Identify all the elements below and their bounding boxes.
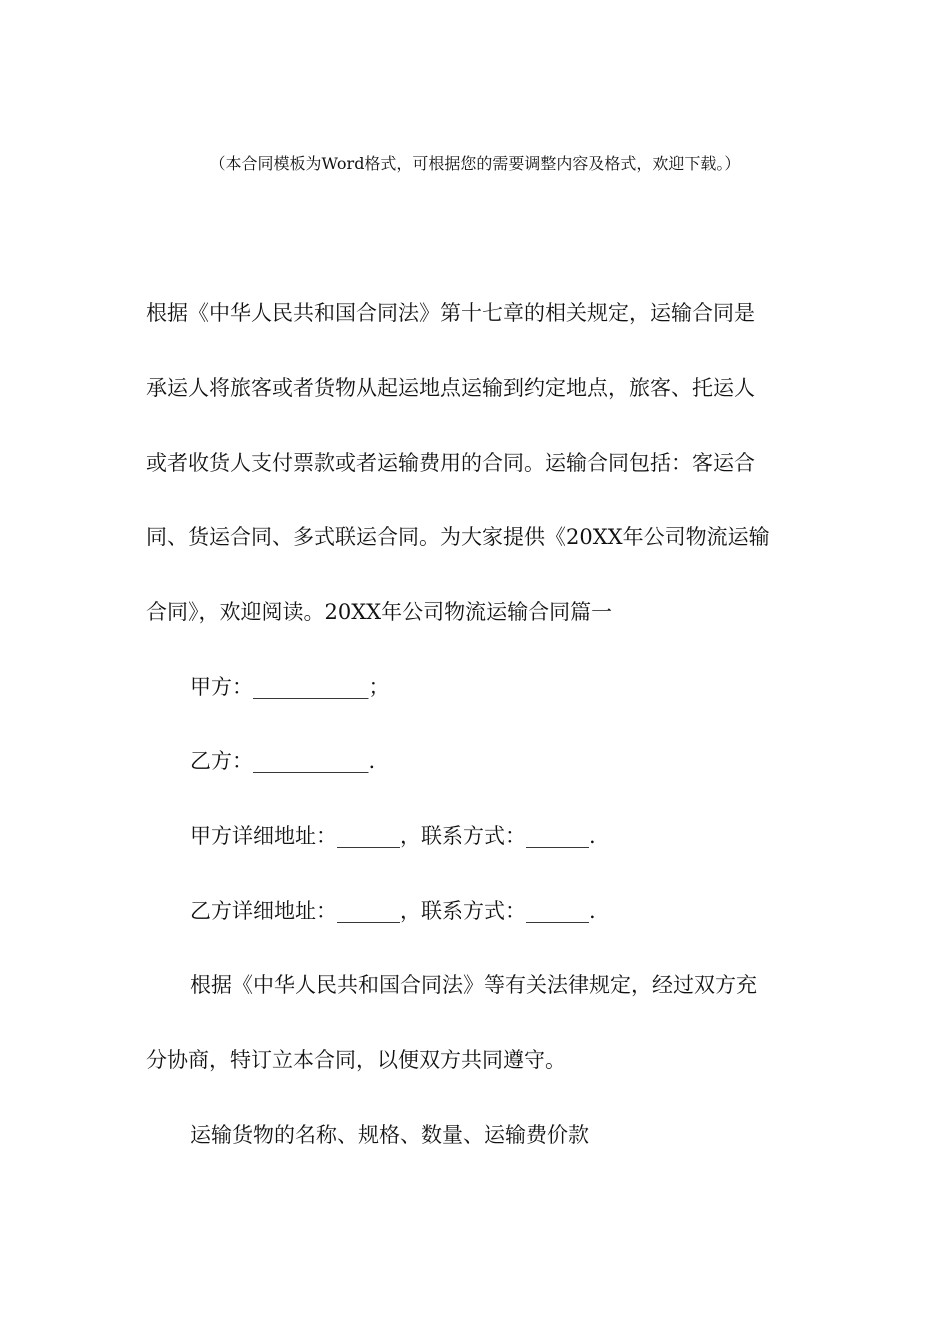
intro-line-4: 同、货运合同、多式联运合同。为大家提供《20XX年公司物流运输 <box>146 525 770 549</box>
section-heading: 运输货物的名称、规格、数量、运输费价款 <box>190 1123 589 1147</box>
party-a-line: 甲方：___________； <box>190 675 390 699</box>
template-note: （本合同模板为Word格式，可根据您的需要调整内容及格式，欢迎下载。） <box>209 154 741 173</box>
agreement-line-2: 分协商，特订立本合同，以便双方共同遵守。 <box>146 1048 566 1072</box>
intro-line-3: 或者收货人支付票款或者运输费用的合同。运输合同包括：客运合 <box>146 451 755 475</box>
party-b-address-line: 乙方详细地址：______，联系方式：______. <box>190 899 596 923</box>
intro-line-2: 承运人将旅客或者货物从起运地点运输到约定地点，旅客、托运人 <box>146 376 755 400</box>
party-b-line: 乙方：___________. <box>190 749 376 773</box>
agreement-line-1: 根据《中华人民共和国合同法》等有关法律规定，经过双方充 <box>190 973 757 997</box>
party-a-address-line: 甲方详细地址：______，联系方式：______. <box>190 824 596 848</box>
intro-line-1: 根据《中华人民共和国合同法》第十七章的相关规定，运输合同是 <box>146 301 755 325</box>
intro-line-5: 合同》，欢迎阅读。20XX年公司物流运输合同篇一 <box>146 600 613 624</box>
